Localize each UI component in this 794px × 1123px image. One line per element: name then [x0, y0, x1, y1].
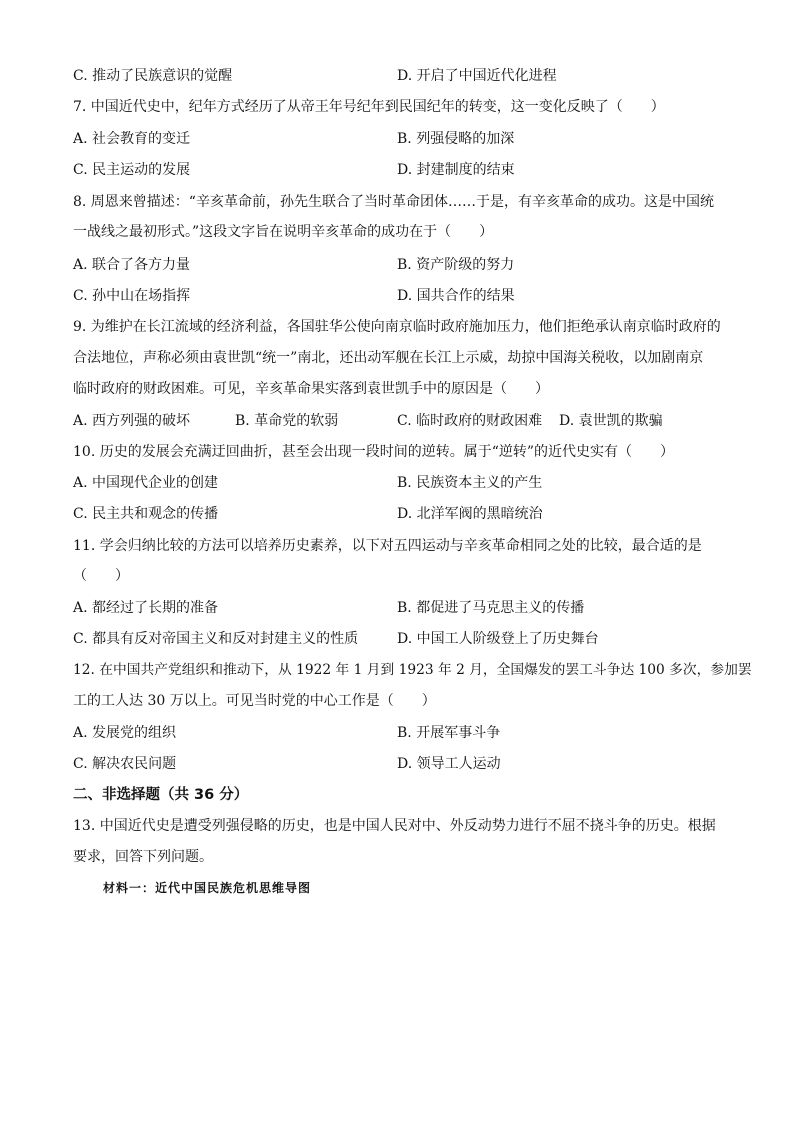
q12-stem-line-2: 工的工人达 30 万以上。可见当时党的中心工作是（ ） [73, 693, 436, 709]
q10-option-a: A. 中国现代企业的创建 [73, 475, 219, 491]
q12-option-d: D. 领导工人运动 [397, 756, 501, 772]
q11-option-c: C. 都具有反对帝国主义和反对封建主义的性质 [73, 631, 359, 647]
q8-option-b: B. 资产阶级的努力 [397, 257, 515, 273]
q9-stem-line-3: 临时政府的财政困难。可见，辛亥革命果实落到袁世凯手中的原因是（ ） [73, 381, 549, 397]
q12-option-b: B. 开展军事斗争 [397, 725, 501, 741]
q10-option-d: D. 北洋军阀的黑暗统治 [397, 506, 543, 522]
q13-stem-line-1: 13. 中国近代史是遭受列强侵略的历史，也是中国人民对中、外反动势力进行不屈不挠斗争的历史。根据 [73, 818, 716, 834]
q8-option-c: C. 孙中山在场指挥 [73, 288, 191, 304]
q11-option-b: B. 都促进了马克思主义的传播 [397, 600, 585, 616]
q9-option-c: C. 临时政府的财政困难 [397, 413, 543, 429]
q11-stem-line-1: 11. 学会归纳比较的方法可以培养历史素养，以下对五四运动与辛亥革命相同之处的比较，最合适的是 [73, 538, 702, 554]
q12-stem-line-1: 12. 在中国共产党组织和推动下，从 1922 年 1 月到 1923 年 2 月，全国爆发的罢工斗争达 100 多次，参加罢 [73, 662, 752, 678]
q7-option-d: D. 封建制度的结束 [397, 162, 515, 178]
q7-option-a: A. 社会教育的变迁 [73, 131, 191, 147]
q8-stem-line-1: 8. 周恩来曾描述：“辛亥革命前，孙先生联合了当时革命团体……于是，有辛亥革命的成功。这是中国统 [73, 194, 714, 210]
q6-option-c: C. 推动了民族意识的觉醒 [73, 68, 233, 84]
q13-material-1-caption: 材料一：近代中国民族危机思维导图 [103, 881, 312, 895]
q13-stem-line-2: 要求，回答下列问题。 [73, 849, 213, 865]
q8-stem-line-2: 一战线之最初形式。”这段文字旨在说明辛亥革命的成功在于（ ） [73, 224, 494, 240]
q10-option-b: B. 民族资本主义的产生 [397, 475, 543, 491]
q10-option-c: C. 民主共和观念的传播 [73, 506, 219, 522]
q7-option-c: C. 民主运动的发展 [73, 162, 191, 178]
q11-option-d: D. 中国工人阶级登上了历史舞台 [397, 631, 599, 647]
q8-option-d: D. 国共合作的结果 [397, 288, 515, 304]
section-title-non-choice: 二、非选择题（共 36 分） [73, 787, 249, 803]
q9-stem-line-2: 合法地位，声称必须由袁世凯“统一”南北，还出动军舰在长江上示威，劫掠中国海关税收，以加剧南京 [73, 350, 704, 366]
q7-stem: 7. 中国近代史中，纪年方式经历了从帝王年号纪年到民国纪年的转变，这一变化反映了（ ） [73, 99, 665, 115]
q9-stem-line-1: 9. 为维护在长江流域的经济利益，各国驻华公使向南京临时政府施加压力，他们拒绝承认南京临时政府的 [73, 319, 721, 335]
q7-option-b: B. 列强侵略的加深 [397, 131, 515, 147]
q8-option-a: A. 联合了各方力量 [73, 257, 191, 273]
q9-option-b: B. 革命党的软弱 [235, 413, 339, 429]
q10-stem: 10. 历史的发展会充满迂回曲折，甚至会出现一段时间的逆转。属于“逆转”的近代史实有（ ） [73, 444, 675, 460]
q11-stem-line-2: （ ） [73, 568, 129, 584]
q12-option-a: A. 发展党的组织 [73, 725, 177, 741]
q9-option-d: D. 袁世凯的欺骗 [559, 413, 663, 429]
q12-option-c: C. 解决农民问题 [73, 756, 177, 772]
q6-option-d: D. 开启了中国近代化进程 [397, 68, 557, 84]
q9-option-a: A. 西方列强的破坏 [73, 413, 191, 429]
q11-option-a: A. 都经过了长期的准备 [73, 600, 219, 616]
